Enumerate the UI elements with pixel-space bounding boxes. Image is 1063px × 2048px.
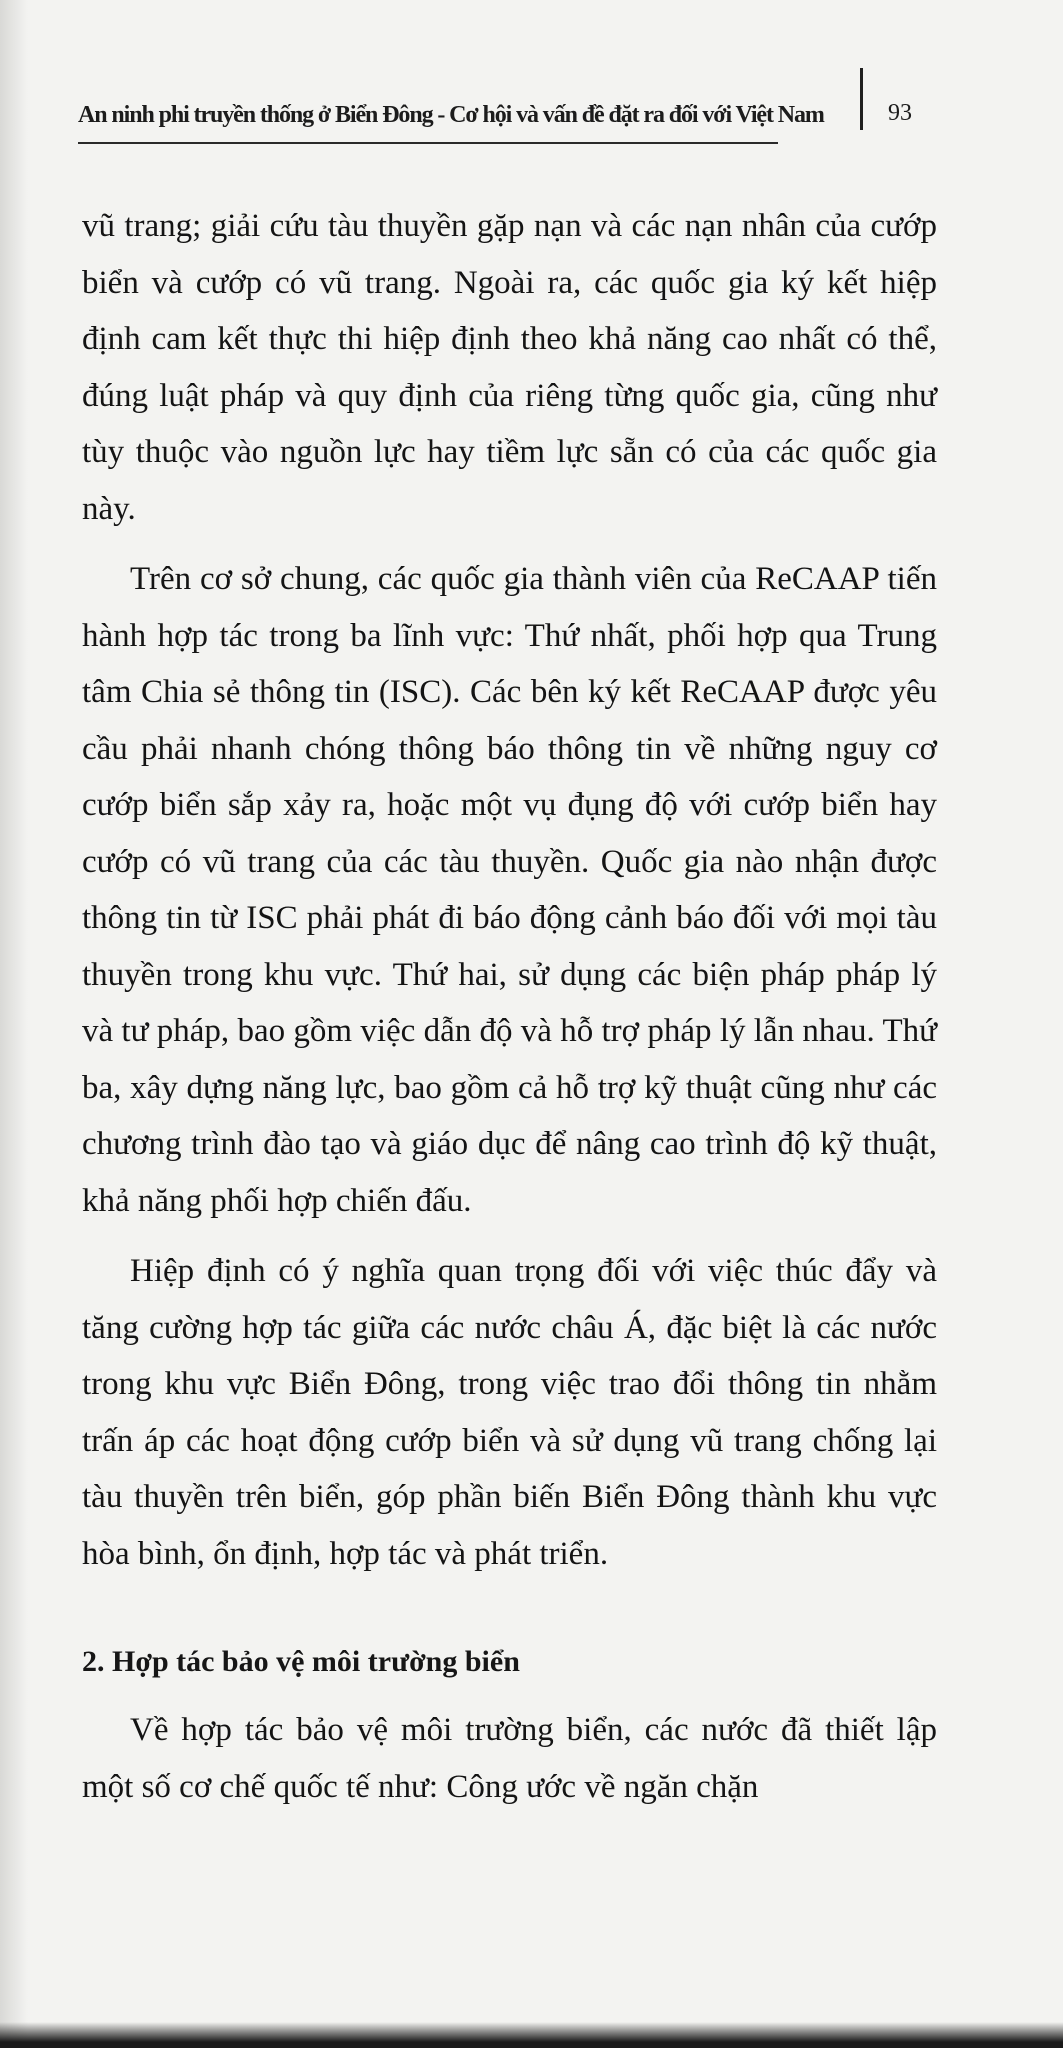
paragraph-4: Về hợp tác bảo vệ môi trường biển, các nước đã thiết lập một số cơ chế quốc tế như: Công ước về ngăn chặn xyxy=(82,1712,937,1805)
page-edge-shadow xyxy=(0,0,28,2048)
header-divider xyxy=(860,68,863,130)
paragraph-3: Hiệp định có ý nghĩa quan trọng đối với việc thúc đẩy và tăng cường hợp tác giữa các nước châu Á, đặc biệt là các nước trong khu vực Biển Đông, trong việc trao đổi thông tin nhằm trấn áp các hoạt động cướp biển và sử dụng vũ trang chống lại tàu thuyền trên biển, góp phần biến Biển Đông thành khu vực hòa bình, ổn định, hợp tác và phát triển. xyxy=(82,1253,937,1572)
page-header xyxy=(78,92,824,152)
paragraph-1: vũ trang; giải cứu tàu thuyền gặp nạn và các nạn nhân của cướp biển và cướp có vũ trang. Ngoài ra, các quốc gia ký kết hiệp định cam kết thực thi hiệp định theo khả năng cao nhất có thể, đúng luật pháp và quy định của riêng từng quốc gia, cũng như tùy thuộc vào nguồn lực hay tiềm lực sẵn có của các quốc gia này. xyxy=(82,208,937,527)
paragraph-2: Trên cơ sở chung, các quốc gia thành viên của ReCAAP tiến hành hợp tác trong ba lĩnh vực: Thứ nhất, phối hợp qua Trung tâm Chia sẻ thông tin (ISC). Các bên ký kết ReCAAP được yêu cầu phải nhanh chóng thông báo thông tin về những nguy cơ cướp biển sắp xảy ra, hoặc một vụ đụng độ với cướp biển hay cướp có vũ trang của các tàu thuyền. Quốc gia nào nhận được thông tin từ ISC phải phát đi báo động cảnh báo đối với mọi tàu thuyền trong khu vực. Thứ hai, sử dụng các biện pháp pháp lý và tư pháp, bao gồm việc dẫn độ và hỗ trợ pháp lý lẫn nhau. Thứ ba, xây dựng năng lực, bao gồm cả hỗ trợ kỹ thuật cũng như các chương trình đào tạo và giáo dục để nâng cao trình độ kỹ thuật, khả năng phối hợp chiến đấu. xyxy=(82,561,937,1219)
header-rule xyxy=(78,142,778,144)
body-text xyxy=(82,198,937,1815)
page-bottom-shadow xyxy=(0,2022,1063,2048)
section-heading: 2. Hợp tác bảo vệ môi trường biển xyxy=(82,1645,520,1678)
page-number: 93 xyxy=(888,100,912,126)
running-title: An ninh phi truyền thống ở Biển Đông - Cơ hội và vấn đề đặt ra đối với Việt Nam xyxy=(78,102,824,128)
